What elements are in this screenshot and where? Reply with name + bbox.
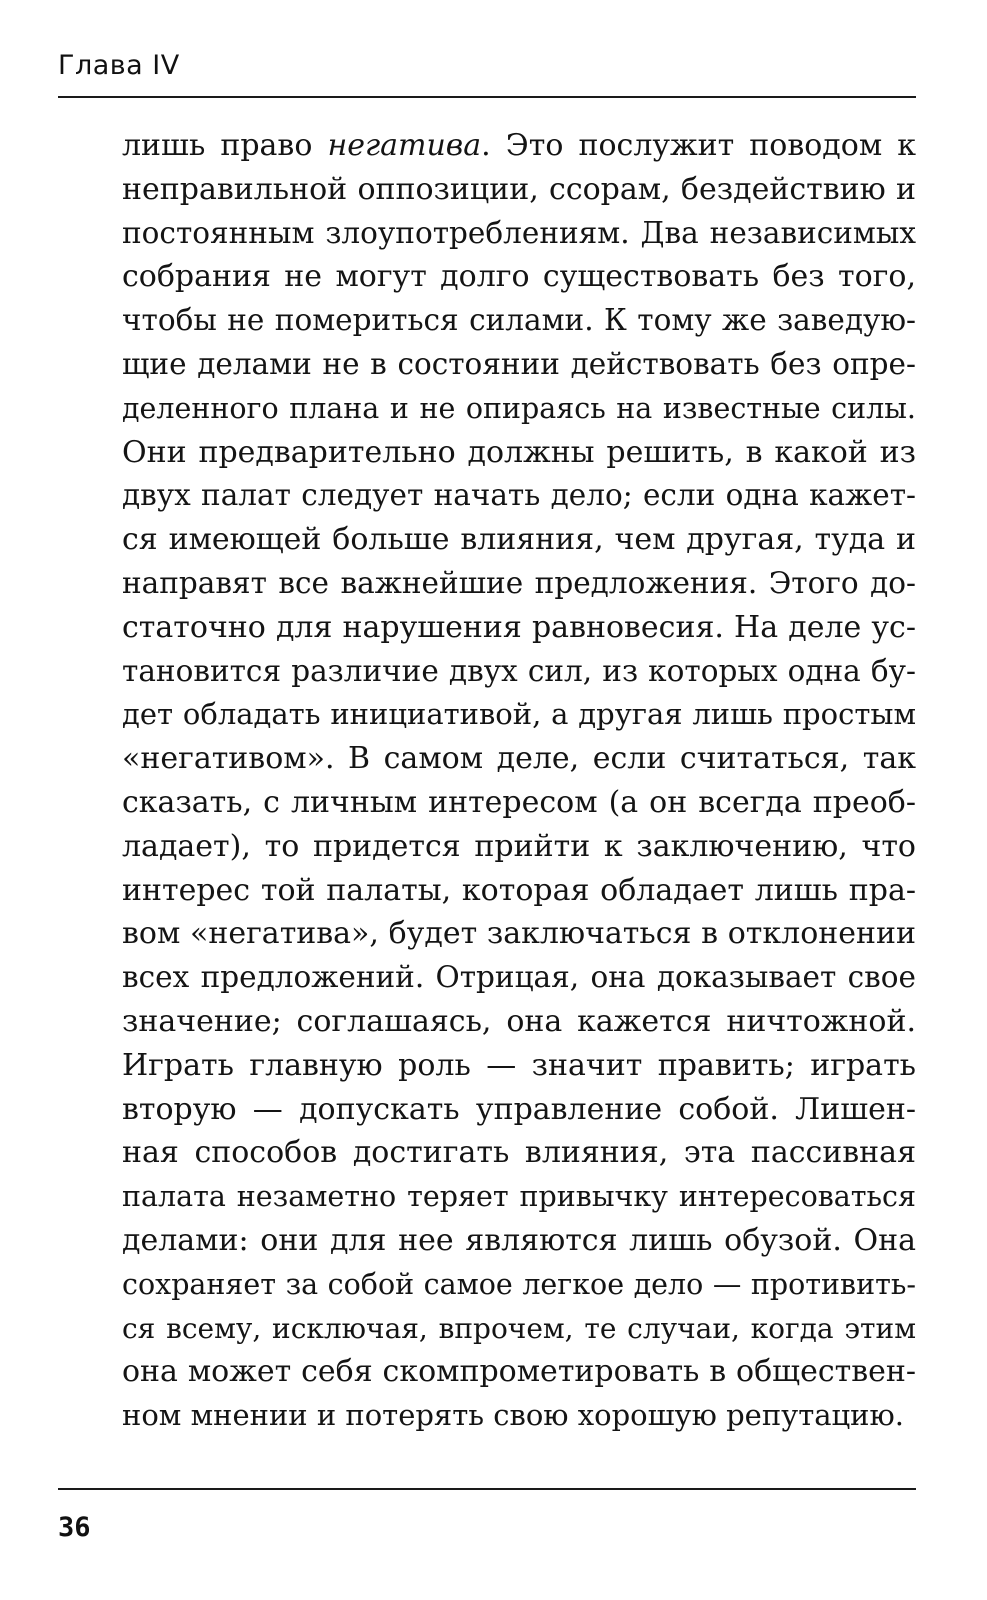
- text-line: неправильной оппозиции, ссорам, бездействию и: [122, 171, 916, 207]
- text-line: всех предложений. Отрицая, она доказывает свое: [122, 960, 916, 995]
- text-line: делами: они для нее являются лишь обузой. Она: [122, 1222, 916, 1258]
- text-line: ная способов достигать влияния, эта пассивная: [122, 1135, 916, 1171]
- header-rule: [58, 96, 916, 98]
- text-line: двух палат следует начать дело; если одна кажет-: [122, 478, 916, 513]
- body-text: [122, 124, 916, 1438]
- text-line: значение; соглашаясь, она кажется ничтожной.: [122, 1003, 916, 1039]
- text-line: палата незаметно теряет привычку интересоваться: [122, 1180, 916, 1214]
- text-line: направят все важнейшие предложения. Этого до-: [122, 565, 916, 600]
- text-line: статочно для нарушения равновесия. На деле ус-: [122, 609, 916, 645]
- text-line: Они предварительно должны решить, в какой из: [122, 434, 916, 470]
- text-line: «негативом». В самом деле, если считаться, так: [122, 741, 916, 777]
- text-line: интерес той палаты, которая обладает лишь пра-: [122, 872, 916, 908]
- text-line: щие делами не в состоянии действовать без опре-: [122, 346, 916, 381]
- text-line: постоянным злоупотреблениям. Два независимых: [122, 215, 916, 250]
- text-line: сохраняет за собой самое легкое дело — противить-: [122, 1267, 916, 1301]
- text-line: собрания не могут долго существовать без того,: [122, 259, 916, 295]
- text-line: [122, 124, 916, 168]
- text-line: ладает), то придется прийти к заключению, что: [122, 828, 916, 864]
- text-line: тановится различие двух сил, из которых одна бу-: [122, 653, 916, 688]
- text-span: лишь право: [122, 128, 328, 163]
- text-line: сказать, с личным интересом (а он всегда преоб-: [122, 784, 916, 820]
- text-line: ся имеющей больше влияния, чем другая, туда и: [122, 522, 916, 558]
- text-line: деленного плана и не опираясь на известные силы.: [122, 391, 916, 425]
- text-line: она может себя скомпрометировать в обществен-: [122, 1354, 916, 1390]
- running-title: Глава IV: [58, 50, 180, 81]
- footer-rule: [58, 1488, 916, 1490]
- page-number: 36: [58, 1512, 91, 1543]
- italic-term: негатива: [327, 128, 482, 163]
- text-line: чтобы не помериться силами. К тому же заведую-: [122, 303, 916, 338]
- text-line: дет обладать инициативой, а другая лишь простым: [122, 697, 916, 732]
- text-span: . Это послужит поводом к: [481, 128, 916, 163]
- text-line: ном мнении и потерять свою хорошую репутацию.: [122, 1398, 904, 1433]
- text-line: вторую — допускать управление собой. Лишен-: [122, 1091, 916, 1127]
- text-line: Играть главную роль — значит править; играть: [122, 1047, 916, 1083]
- text-line: вом «негатива», будет заключаться в отклонении: [122, 916, 916, 952]
- text-line: ся всему, исключая, впрочем, те случаи, когда этим: [122, 1311, 916, 1345]
